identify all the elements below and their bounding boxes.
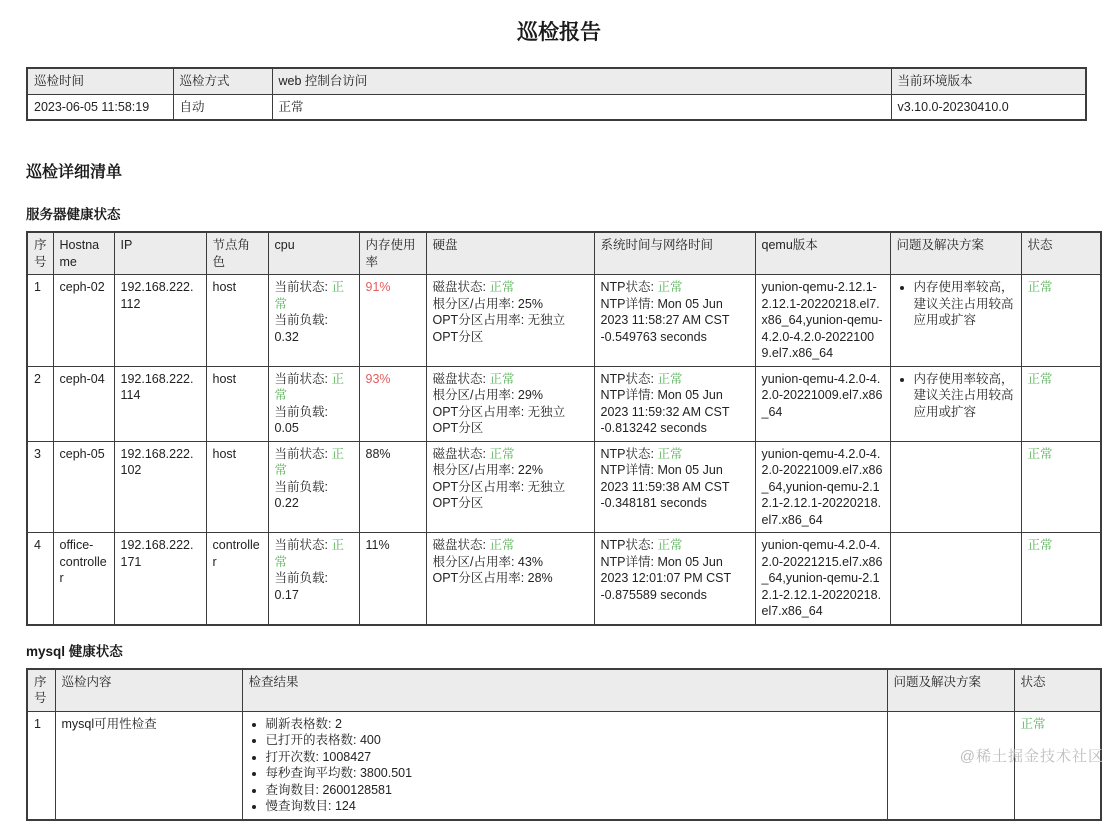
ntp-status-line xyxy=(601,371,749,388)
cell-node-role: host xyxy=(206,366,268,441)
cpu-status-line xyxy=(275,446,353,479)
cell-qemu-version: yunion-qemu-4.2.0-4.2.0-20221215.el7.x86_64,yunion-qemu-2.12.1-2.12.1-20220218.el7.x86_64 xyxy=(755,533,890,625)
server-header-cell: 硬盘 xyxy=(426,232,594,275)
disk-opt-line: OPT分区占用率: 28% xyxy=(432,571,553,586)
server-header-cell: 序号 xyxy=(27,232,53,275)
mysql-header-cell: 检查结果 xyxy=(242,669,887,712)
cpu-status-value: 正常 xyxy=(274,446,344,478)
status-value: 正常 xyxy=(1027,280,1053,295)
cell-issues xyxy=(890,533,1021,625)
ntp-detail-line: NTP详情: Mon 05 Jun 2023 12:01:07 PM CST -0.875589 seconds xyxy=(600,554,731,602)
status-value: 正常 xyxy=(1027,446,1053,461)
server-header-cell: qemu版本 xyxy=(755,232,890,275)
disk-status-label: 磁盘状态: xyxy=(432,446,490,461)
cpu-status-label: 当前状态: xyxy=(274,371,332,386)
disk-root-line: 根分区/占用率: 25% xyxy=(432,296,543,311)
cpu-status-value: 正常 xyxy=(274,371,344,403)
disk-opt-line: OPT分区占用率: 无独立OPT分区 xyxy=(432,404,566,436)
summary-value-row xyxy=(27,94,1086,120)
disk-status-line xyxy=(433,279,588,296)
ntp-status-label: NTP状态: xyxy=(600,538,658,553)
server-header-row xyxy=(27,232,1101,275)
cell-check-content: mysql可用性检查 xyxy=(55,711,242,820)
summary-value-cell: 2023-06-05 11:58:19 xyxy=(27,94,173,120)
disk-status-value: 正常 xyxy=(489,280,515,295)
cell-issues xyxy=(890,366,1021,441)
cell-memory-usage xyxy=(359,275,426,367)
server-header-cell: 问题及解决方案 xyxy=(890,232,1021,275)
summary-value-cell: v3.10.0-20230410.0 xyxy=(891,94,1086,120)
issue-list xyxy=(897,279,1015,329)
status-value: 正常 xyxy=(1027,538,1053,553)
cpu-status-line xyxy=(275,371,353,404)
result-item: • 打开次数: 1008427 xyxy=(266,749,881,766)
cpu-status-line xyxy=(275,537,353,570)
ntp-detail-line: NTP详情: Mon 05 Jun 2023 11:59:38 AM CST -0.348181 seconds xyxy=(600,463,730,511)
cell-ip: 192.168.222.102 xyxy=(114,441,206,533)
ntp-status-line xyxy=(601,279,749,296)
cell-status xyxy=(1021,366,1101,441)
result-item: • 已打开的表格数: 400 xyxy=(266,732,881,749)
server-header-cell: IP xyxy=(114,232,206,275)
server-row xyxy=(27,533,1101,625)
cell-cpu xyxy=(268,275,359,367)
disk-status-label: 磁盘状态: xyxy=(432,538,490,553)
summary-header-row xyxy=(27,68,1086,94)
server-header-cell: 系统时间与网络时间 xyxy=(594,232,755,275)
disk-opt-line: OPT分区占用率: 无独立OPT分区 xyxy=(432,313,566,344)
result-item: • 刷新表格数: 2 xyxy=(266,716,881,733)
cell-ntp xyxy=(594,441,755,533)
ntp-status-label: NTP状态: xyxy=(600,280,658,295)
cell-index: 4 xyxy=(27,533,53,625)
cell-memory-usage xyxy=(359,366,426,441)
cell-disk xyxy=(426,366,594,441)
server-row xyxy=(27,366,1101,441)
cell-node-role: host xyxy=(206,275,268,367)
ntp-detail-line: NTP详情: Mon 05 Jun 2023 11:59:32 AM CST -0.813242 seconds xyxy=(600,388,730,436)
ntp-detail-line: NTP详情: Mon 05 Jun 2023 11:58:27 AM CST -0.549763 seconds xyxy=(600,296,730,344)
cell-status xyxy=(1021,275,1101,367)
cell-status xyxy=(1021,441,1101,533)
mysql-header-cell: 问题及解决方案 xyxy=(887,669,1014,712)
cell-index: 2 xyxy=(27,366,53,441)
status-value: 正常 xyxy=(1020,716,1046,731)
server-row xyxy=(27,441,1101,533)
ntp-status-line xyxy=(601,446,749,463)
mysql-header-row xyxy=(27,669,1101,712)
disk-status-label: 磁盘状态: xyxy=(432,371,490,386)
cpu-status-line xyxy=(275,279,353,312)
cell-qemu-version: yunion-qemu-4.2.0-4.2.0-20221009.el7.x86_64,yunion-qemu-2.12.1-2.12.1-20220218.el7.x86_64 xyxy=(755,441,890,533)
disk-status-value: 正常 xyxy=(489,446,515,461)
cell-hostname: ceph-04 xyxy=(53,366,114,441)
memory-value: 88% xyxy=(365,446,391,461)
issue-item: • 内存使用率较高，建议关注占用较高应用或扩容 xyxy=(914,371,1015,421)
disk-status-line xyxy=(433,371,588,388)
server-row xyxy=(27,275,1101,367)
watermark: @稀土掘金技术社区 xyxy=(959,748,1104,765)
server-health-table xyxy=(26,231,1102,626)
cell-index: 1 xyxy=(27,711,55,820)
ntp-status-value: 正常 xyxy=(657,538,683,553)
section-title-mysql-health: mysql 健康状态 xyxy=(26,643,123,659)
result-item: • 每秒查询平均数: 3800.501 xyxy=(266,765,881,782)
cell-issues xyxy=(890,441,1021,533)
disk-root-line: 根分区/占用率: 43% xyxy=(432,554,543,569)
cell-memory-usage xyxy=(359,533,426,625)
page-title: 巡检报告 xyxy=(517,21,601,44)
disk-root-line: 根分区/占用率: 22% xyxy=(432,463,543,478)
cell-ntp xyxy=(594,533,755,625)
result-list xyxy=(249,716,881,815)
memory-value: 91% xyxy=(365,280,391,295)
ntp-status-value: 正常 xyxy=(657,446,683,461)
cpu-load-line: 当前负载: 0.17 xyxy=(274,571,328,602)
cell-ip: 192.168.222.114 xyxy=(114,366,206,441)
cell-check-result xyxy=(242,711,887,820)
mysql-row xyxy=(27,711,1101,820)
server-header-cell: Hostname xyxy=(53,232,114,275)
cell-disk xyxy=(426,533,594,625)
cell-disk xyxy=(426,441,594,533)
cell-qemu-version: yunion-qemu-2.12.1-2.12.1-20220218.el7.x86_64,yunion-qemu-4.2.0-4.2.0-20221009.el7.x86_64 xyxy=(755,275,890,367)
summary-table-body xyxy=(27,68,1086,120)
cell-ntp xyxy=(594,366,755,441)
summary-header-cell: 巡检方式 xyxy=(173,68,272,94)
ntp-status-label: NTP状态: xyxy=(600,371,658,386)
cpu-load-line: 当前负载: 0.05 xyxy=(274,404,328,436)
cell-ntp xyxy=(594,275,755,367)
cell-cpu xyxy=(268,366,359,441)
mysql-header-cell: 巡检内容 xyxy=(55,669,242,712)
cell-hostname: ceph-02 xyxy=(53,275,114,367)
cell-disk xyxy=(426,275,594,367)
mysql-header-cell: 状态 xyxy=(1014,669,1101,712)
cell-memory-usage xyxy=(359,441,426,533)
cpu-status-value: 正常 xyxy=(274,280,344,311)
mysql-health-table xyxy=(26,668,1102,821)
cell-node-role: host xyxy=(206,441,268,533)
memory-value: 93% xyxy=(365,371,391,386)
server-health-body xyxy=(27,275,1101,625)
ntp-status-label: NTP状态: xyxy=(600,446,658,461)
server-header-cell: cpu xyxy=(268,232,359,275)
result-item: • 查询数目: 2600128581 xyxy=(266,782,881,799)
ntp-status-value: 正常 xyxy=(657,280,683,295)
cell-index: 3 xyxy=(27,441,53,533)
summary-header-cell: web 控制台访问 xyxy=(272,68,891,94)
mysql-health-header xyxy=(27,669,1101,712)
cell-hostname: office-controller xyxy=(53,533,114,625)
cpu-status-label: 当前状态: xyxy=(274,446,332,461)
cell-ip: 192.168.222.112 xyxy=(114,275,206,367)
summary-value-cell: 自动 xyxy=(173,94,272,120)
cpu-load-line: 当前负载: 0.32 xyxy=(274,313,328,344)
result-item: • 慢查询数目: 124 xyxy=(266,798,881,815)
issue-item: • 内存使用率较高，建议关注占用较高应用或扩容 xyxy=(914,279,1015,329)
server-header-cell: 内存使用率 xyxy=(359,232,426,275)
cell-cpu xyxy=(268,441,359,533)
disk-status-label: 磁盘状态: xyxy=(432,280,490,295)
cell-hostname: ceph-05 xyxy=(53,441,114,533)
cell-node-role: controller xyxy=(206,533,268,625)
disk-status-line xyxy=(433,446,588,463)
mysql-health-body xyxy=(27,711,1101,820)
cell-status xyxy=(1021,533,1101,625)
cpu-status-value: 正常 xyxy=(274,538,344,569)
summary-value-cell: 正常 xyxy=(272,94,891,120)
server-header-cell: 状态 xyxy=(1021,232,1101,275)
ntp-status-value: 正常 xyxy=(657,371,683,386)
cell-qemu-version: yunion-qemu-4.2.0-4.2.0-20221009.el7.x86_64 xyxy=(755,366,890,441)
cell-issues xyxy=(890,275,1021,367)
cell-ip: 192.168.222.171 xyxy=(114,533,206,625)
section-title-detail-list: 巡检详细清单 xyxy=(26,164,123,182)
summary-header-cell: 巡检时间 xyxy=(27,68,173,94)
cell-cpu xyxy=(268,533,359,625)
summary-table xyxy=(26,67,1087,121)
disk-opt-line: OPT分区占用率: 无独立OPT分区 xyxy=(432,479,566,511)
cpu-load-line: 当前负载: 0.22 xyxy=(274,479,328,511)
memory-value: 11% xyxy=(365,538,390,553)
section-title-server-health: 服务器健康状态 xyxy=(26,207,121,223)
status-value: 正常 xyxy=(1027,371,1053,386)
disk-status-value: 正常 xyxy=(489,538,515,553)
mysql-header-cell: 序号 xyxy=(27,669,55,712)
cpu-status-label: 当前状态: xyxy=(274,538,332,553)
cpu-status-label: 当前状态: xyxy=(274,280,332,295)
disk-status-line xyxy=(433,537,588,554)
disk-root-line: 根分区/占用率: 29% xyxy=(432,388,543,403)
server-header-cell: 节点角色 xyxy=(206,232,268,275)
summary-header-cell: 当前环境版本 xyxy=(891,68,1086,94)
cell-index: 1 xyxy=(27,275,53,367)
ntp-status-line xyxy=(601,537,749,554)
issue-list xyxy=(897,371,1015,421)
server-health-header xyxy=(27,232,1101,275)
disk-status-value: 正常 xyxy=(489,371,515,386)
